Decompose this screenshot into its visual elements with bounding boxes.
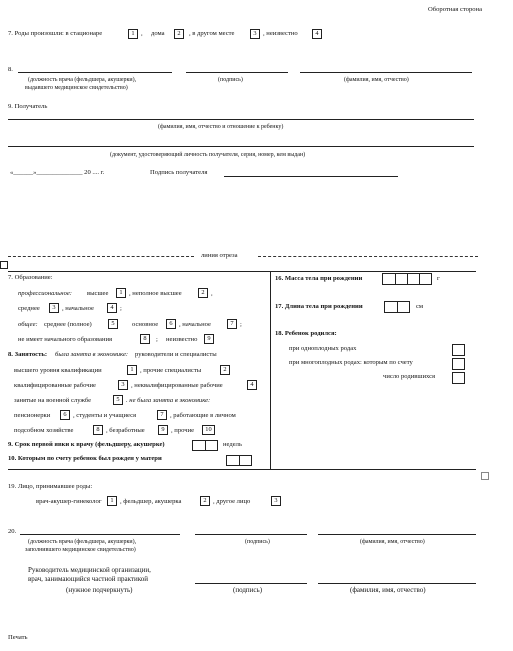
birth-length-label: 17. Длина тела при рождении [275,303,363,310]
employment-household: подсобном хозяйстве [14,427,74,434]
head-title-line1: Руководитель медицинской организации, [28,566,151,574]
education-unknown: неизвестно [166,336,198,343]
semicolon: ; [120,305,122,312]
checkbox-place-2[interactable]: 2 [174,29,184,39]
filler-signature-caption: (подпись) [245,539,270,545]
checkbox-delivery-1[interactable]: 1 [107,496,117,506]
education-basic: основное [132,321,159,328]
cut-line-label: линия отреза [201,252,238,259]
birth-order-field[interactable] [226,455,252,466]
option-other-place: , в другом месте [189,30,235,37]
place-of-birth-label: 7. Роды произошли: в стационаре [8,30,103,37]
recipient-name-caption: (фамилия, имя, отчество и отношение к ребенку) [158,124,284,130]
checkbox-emp-4[interactable]: 4 [247,380,257,390]
filler-position-caption: (должность врача (фельдшера, акушерки), [28,539,137,545]
move-handle-icon [0,261,8,269]
employment-others: , прочие [171,427,195,434]
checkbox-edu-6[interactable]: 6 [166,319,176,329]
semicolon: ; [156,336,158,343]
doctor-position-line [18,72,172,73]
corner-marker-icon [481,472,489,480]
section-bottom-rule [8,469,476,470]
birth-order-label: 10. Которым по счету ребенок был рожден у матери [8,455,162,462]
single-birth-label: при одноплодных родах [289,345,357,352]
column-divider [270,271,271,469]
employment-high-qual: высшего уровня квалификации [14,367,102,374]
option-home: дома [151,30,165,37]
birth-weight-unit: г [437,275,440,282]
cut-line-right [258,256,478,257]
child-born-title: 18. Ребенок родился: [275,330,337,337]
checkbox-delivery-2[interactable]: 2 [200,496,210,506]
checkbox-emp-3[interactable]: 3 [118,380,128,390]
education-general-primary: , начальное [179,321,211,328]
signature-line [186,72,288,73]
education-none: не имеет начального образования [18,336,113,343]
side-label: Оборотная сторона [428,6,483,13]
employment-title: 8. Занятость: [8,351,48,358]
employment-not-employed-label: . не была занята в экономике: [126,397,211,404]
employment-qualified: квалифицированные рабочие [14,382,96,389]
checkbox-emp-1[interactable]: 1 [127,365,137,375]
separator: , [141,30,143,37]
filler-position-caption-2: заполнившего медицинское свидетельство) [25,547,136,553]
stamp-label: Печать [8,634,28,641]
delivery-other: , другое лицо [213,498,251,505]
delivery-obgyn: врач-акушер-гинеколог [36,498,102,505]
checkbox-emp-6[interactable]: 6 [60,410,70,420]
employment-military: занятые на военной службе [14,397,92,404]
checkbox-delivery-3[interactable]: 3 [271,496,281,506]
checkbox-edu-8[interactable]: 8 [140,334,150,344]
birth-weight-label: 16. Масса тела при рождении [275,275,363,282]
education-secondary: среднее [18,305,40,312]
education-primary-prof: , начальное [62,305,94,312]
item8-number: 8. [8,66,13,73]
employment-students: , студенты и учащиеся [73,412,137,419]
delivery-person-title: 19. Лицо, принимавшее роды: [8,483,93,490]
education-incomplete-higher: , неполное высшее [129,290,182,297]
checkbox-emp-8[interactable]: 8 [93,425,103,435]
recipient-name-line [8,119,474,120]
birth-length-field[interactable] [384,301,410,313]
checkbox-edu-1[interactable]: 1 [116,288,126,298]
cut-line-left [8,256,194,257]
education-professional-label: профессиональное: [18,290,72,297]
multiple-birth-label: при многоплодных родах: которым по счету [289,359,413,366]
recipient-document-caption: (документ, удостоверяющий личность получателя, серия, номер, кем выдан) [110,152,306,158]
first-visit-label: 9. Срок первой явки к врачу (фельдшеру, акушерке) [8,441,165,448]
head-name-caption: (фамилия, имя, отчество) [350,586,426,594]
recipient-signature-label: Подпись получателя [150,169,208,176]
recipient-signature-line [224,176,398,177]
employment-pensioners: пенсионерки [14,412,51,419]
education-general-secondary: среднее (полное) [44,321,92,328]
checkbox-edu-4[interactable]: 4 [107,303,117,313]
separator: , [211,290,213,297]
single-birth-checkbox[interactable] [452,344,465,356]
education-general-label: общее: [18,321,38,328]
employment-unqualified: , неквалифицированные рабочие [131,382,223,389]
filler-position-line [20,534,180,535]
checkbox-emp-2[interactable]: 2 [220,365,230,375]
employment-private-farm: , работающие в личном [170,412,236,419]
delivery-paramedic: , фельдшер, акушерка [120,498,182,505]
recipient-document-line [8,146,474,147]
employment-heads: руководители и специалисты [135,351,217,358]
option-unknown: , неизвестно [263,30,298,37]
count-born-label: число родившихся [383,373,436,380]
checkbox-emp-10[interactable]: 10 [202,425,215,435]
filler-signature-line [195,534,307,535]
employment-employed-label: была занята в экономике: [55,351,129,358]
employment-unemployed: , безработные [106,427,145,434]
education-title: 7. Образование: [8,274,53,281]
head-choose-caption: (нужное подчеркнуть) [66,586,133,594]
checkbox-place-3[interactable]: 3 [250,29,260,39]
section-top-rule [8,271,476,272]
checkbox-edu-2[interactable]: 2 [198,288,208,298]
filler-name-caption: (фамилия, имя, отчество) [360,539,425,545]
checkbox-emp-9[interactable]: 9 [158,425,168,435]
head-title-line2: врач, занимающийся частной практикой [28,575,148,583]
count-born-field[interactable] [452,372,465,384]
signature-caption: (подпись) [218,77,243,83]
head-signature-line [195,583,307,584]
first-visit-weeks-field[interactable] [192,440,218,451]
checkbox-place-1[interactable]: 1 [128,29,138,39]
recipient-label: 9. Получатель [8,103,48,110]
checkbox-edu-3[interactable]: 3 [49,303,59,313]
semicolon: ; [240,321,242,328]
name-line [300,72,472,73]
head-signature-caption: (подпись) [233,586,263,594]
first-visit-unit: недель [223,441,242,448]
name-caption: (фамилия, имя, отчество) [344,77,409,83]
filler-name-line [318,534,476,535]
birth-length-unit: см [416,303,424,310]
employment-other-specialists: , прочие специалисты [140,367,202,374]
doctor-position-caption-2: выдавшего медицинское свидетельство) [25,85,128,91]
birth-weight-field[interactable] [382,273,432,285]
date-field: «______»______________ 20 .... г. [10,169,105,176]
item20-number: 20. [8,528,17,535]
education-higher: высшее [87,290,109,297]
multiple-birth-order-field[interactable] [452,358,465,370]
head-name-line [318,583,476,584]
checkbox-emp-5[interactable]: 5 [113,395,123,405]
checkbox-edu-5[interactable]: 5 [108,319,118,329]
checkbox-emp-7[interactable]: 7 [157,410,167,420]
checkbox-place-4[interactable]: 4 [312,29,322,39]
doctor-position-caption: (должность врача (фельдшера, акушерки), [28,77,137,83]
checkbox-edu-7[interactable]: 7 [227,319,237,329]
checkbox-edu-9[interactable]: 9 [204,334,214,344]
